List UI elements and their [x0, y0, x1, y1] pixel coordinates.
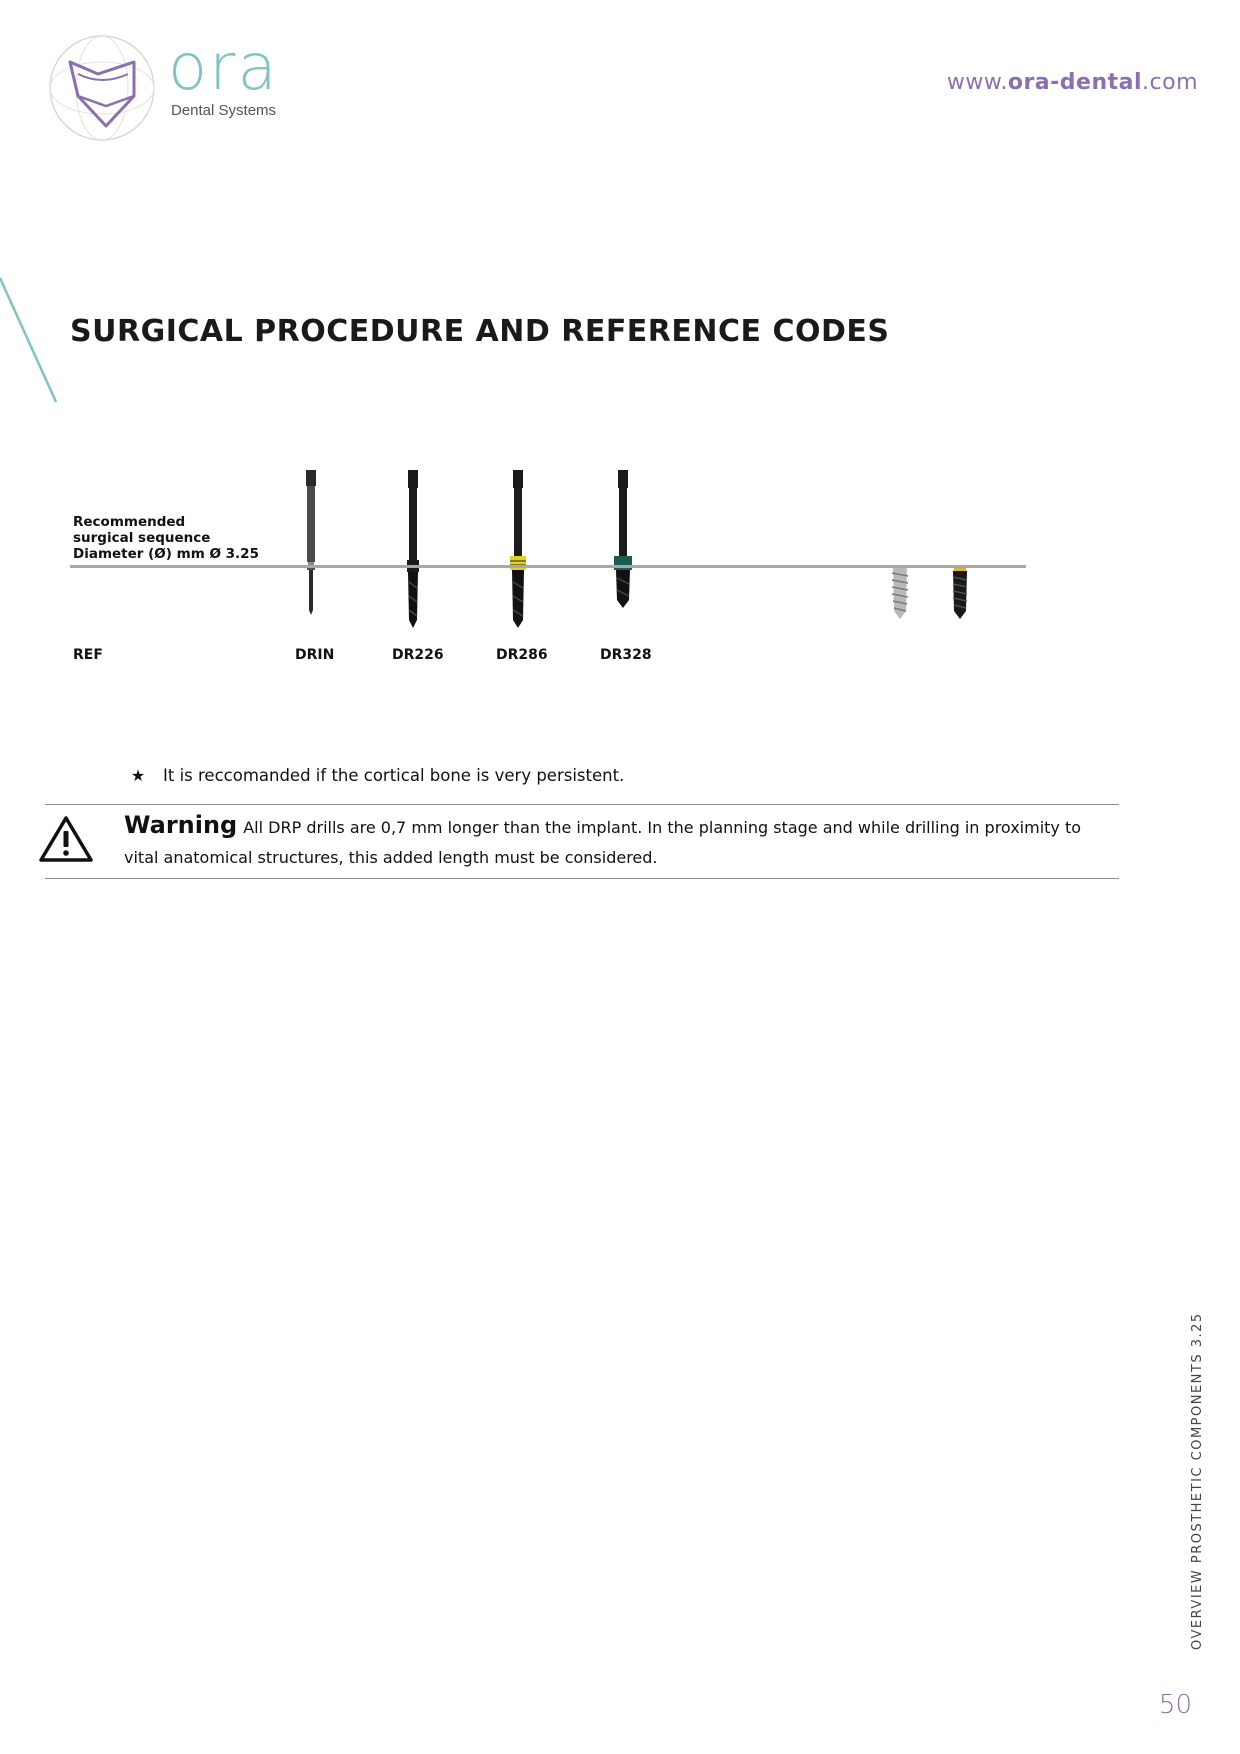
- warning-triangle-icon: [38, 814, 94, 868]
- website-prefix: www.: [946, 70, 1008, 95]
- warning-bottom-divider: [45, 878, 1119, 879]
- drill-dr286-image: [505, 470, 531, 634]
- note-text: It is reccomanded if the cortical bone is very persistent.: [163, 766, 625, 785]
- sequence-label-line3: Diameter (Ø) mm Ø 3.25: [73, 546, 259, 562]
- drill-code-dr226: DR226: [392, 647, 444, 663]
- drill-code-drin: DRIN: [295, 647, 335, 663]
- page-title: SURGICAL PROCEDURE AND REFERENCE CODES: [70, 314, 890, 349]
- drill-code-dr328: DR328: [600, 647, 652, 663]
- page-number: 50: [1158, 1690, 1192, 1720]
- drill-dr328-image: [610, 470, 636, 614]
- implant-silver-image: [890, 565, 910, 624]
- logo-subtitle: Dental Systems: [171, 102, 277, 119]
- sequence-label-line1: Recommended: [73, 514, 186, 530]
- ora-logo-icon: [48, 34, 156, 146]
- warning-block: [124, 810, 1119, 873]
- star-icon: ★: [130, 766, 146, 785]
- website-suffix: .com: [1142, 70, 1198, 95]
- warning-text: All DRP drills are 0,7 mm longer than the implant. In the planning stage and while drilling in proximity to vital anatomical structures, this added length must be considered.: [124, 818, 1082, 867]
- drill-code-dr286: DR286: [496, 647, 548, 663]
- sequence-baseline: [70, 565, 1026, 568]
- website-link[interactable]: [947, 70, 1198, 95]
- drill-drin-image: [298, 470, 324, 619]
- title-accent-slash: [0, 275, 60, 409]
- ref-label: REF: [73, 647, 103, 663]
- drill-dr226-image: [400, 470, 426, 634]
- section-side-label: OVERVIEW PROSTHETIC COMPONENTS 3.25: [1190, 1312, 1205, 1650]
- warning-title: Warning: [124, 811, 238, 839]
- logo-wordmark: ora: [168, 31, 279, 105]
- warning-top-divider: [45, 804, 1119, 805]
- website-brand: ora-dental: [1007, 70, 1143, 95]
- implant-black-image: [950, 565, 970, 624]
- cortical-bone-note: [127, 766, 624, 785]
- sequence-label-line2: surgical sequence: [73, 530, 211, 546]
